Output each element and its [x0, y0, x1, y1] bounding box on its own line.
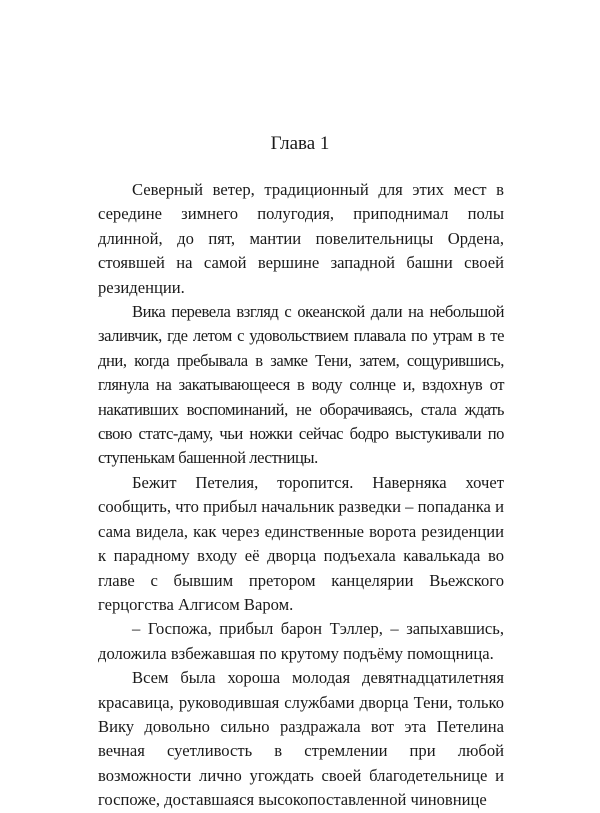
paragraph-1: Северный ветер, традиционный для этих мест в середине зимнего полугодия, приподнимал полы длинной, до пят, мантии повелительницы Ордена, стоявшей на самой вершине западной башни своей резиденции.: [98, 180, 504, 297]
paragraph-5: Всем была хороша молодая девятнадцатилетняя красавица, руководившая службами дворца Тени, только Вику довольно сильно раздражала вот эта Петелина вечная суетливость в стремлении при любой возможности лично угождать своей благодетельнице и госпоже, доставшаяся высокопоставленной чиновнице: [98, 668, 504, 810]
paragraph-2: Вика перевела взгляд с океанской дали на небольшой заливчик, где летом с удовольствием плавала по утрам в те дни, когда пребывала в замке Тени, затем, сощурившись, глянула на закатывающееся в воду солнце и, вздохнув от накативших воспоминаний, не оборачиваясь, стала ждать свою статс-даму, чьи ножки сейчас бодро выстукивали по ступенькам башенной лестницы.: [98, 302, 504, 468]
chapter-title: Глава 1: [270, 133, 330, 154]
chapter-body: [98, 178, 504, 813]
paragraph-3: Бежит Петелия, торопится. Наверняка хочет сообщить, что прибыл начальник разведки – попаданка и сама видела, как через единственные ворота резиденции к парадному входу её дворца подъехала кавалькада во главе с бывшим претором канцелярии Вьежского герцогства Алгисом Варом.: [98, 472, 504, 614]
paragraph-4: – Госпожа, прибыл барон Тэллер, – запыхавшись, доложила взбежавшая по крутому подъёму помощница.: [98, 619, 504, 663]
